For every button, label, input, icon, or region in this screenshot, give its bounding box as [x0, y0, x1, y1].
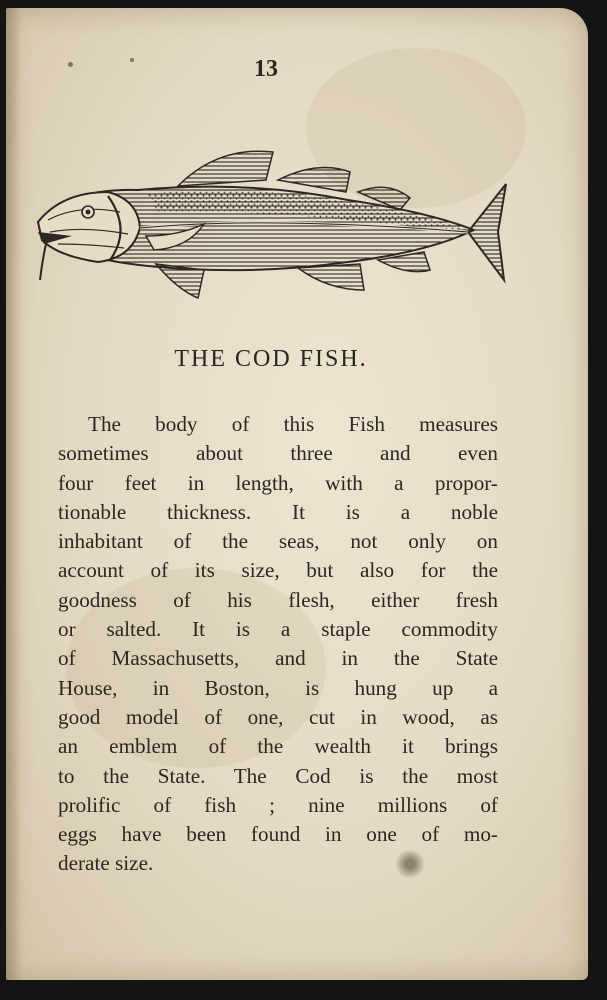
article-paragraph: [58, 410, 498, 879]
paragraph-line: derate size.: [58, 851, 154, 876]
page-number: 13: [254, 56, 278, 82]
page-gutter-shadow: [6, 8, 22, 980]
article-heading: THE COD FISH.: [174, 346, 368, 372]
cod-fish-woodcut-icon: [28, 140, 512, 306]
paragraph-line: prolific of fish ; nine millions of: [58, 792, 498, 817]
paragraph-line: an emblem of the wealth it brings: [58, 734, 498, 759]
ink-smudge: [394, 850, 426, 878]
paragraph-line: House, in Boston, is hung up a: [58, 675, 498, 700]
book-page: [6, 8, 588, 980]
paragraph-line: good model of one, cut in wood, as: [58, 704, 498, 729]
paragraph-line: goodness of his flesh, either fresh: [58, 587, 498, 612]
paragraph-line: of Massachusetts, and in the State: [58, 646, 498, 671]
paragraph-line: sometimes about three and even: [58, 441, 498, 466]
paragraph-line: four feet in length, with a propor-: [58, 470, 498, 495]
paragraph-line: to the State. The Cod is the most: [58, 763, 498, 788]
paragraph-line: eggs have been found in one of mo-: [58, 822, 498, 847]
paragraph-line: inhabitant of the seas, not only on: [58, 529, 498, 554]
paragraph-line: The body of this Fish measures: [88, 412, 498, 436]
paragraph-line: or salted. It is a staple commodity: [58, 617, 498, 642]
paragraph-line: account of its size, but also for the: [58, 558, 498, 583]
paragraph-line: tionable thickness. It is a noble: [58, 499, 498, 524]
